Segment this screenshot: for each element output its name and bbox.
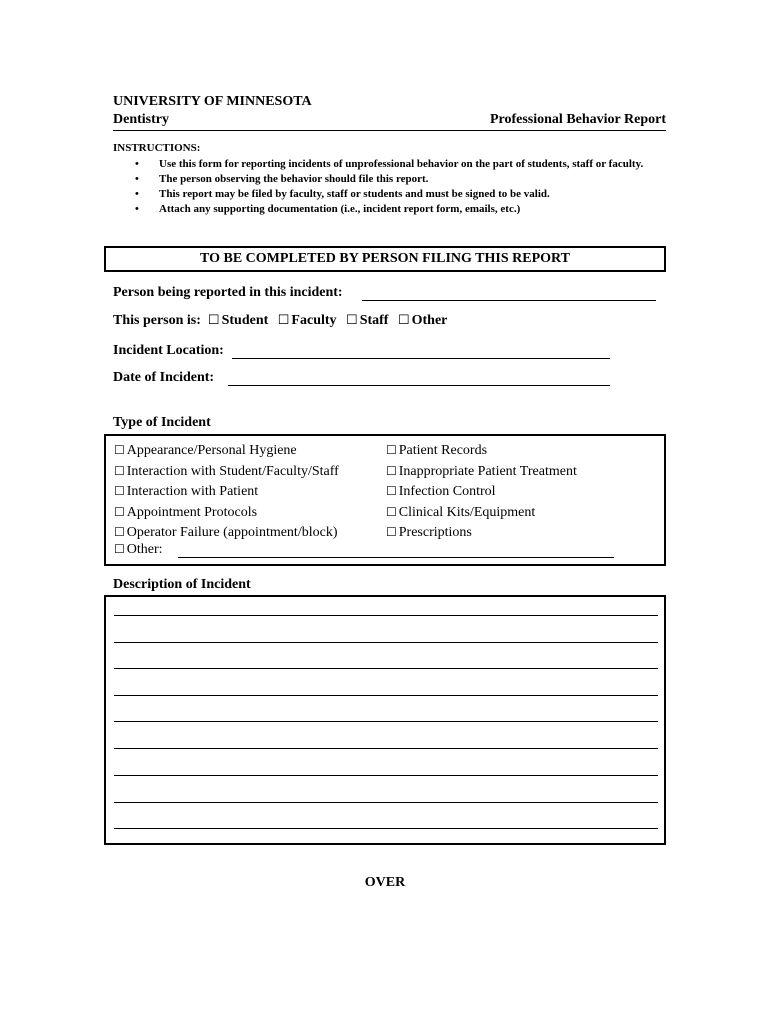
person-type-row: [113, 312, 453, 329]
incident-type-other[interactable]: ☐ Other:: [114, 542, 163, 557]
person-type-label: This person is:: [113, 313, 201, 328]
person-type-staff[interactable]: ☐ Staff: [346, 312, 389, 328]
incident-type-option[interactable]: ☐ Infection Control: [386, 484, 496, 499]
incident-type-title: Type of Incident: [113, 415, 211, 430]
description-line[interactable]: [114, 642, 658, 643]
incident-date-label: Date of Incident:: [113, 370, 215, 385]
instructions-title: INSTRUCTIONS:: [113, 142, 201, 154]
description-title: Description of Incident: [113, 577, 251, 592]
description-line[interactable]: [114, 615, 658, 616]
incident-type-box: [104, 434, 666, 566]
instruction-item: • Attach any supporting documentation (i.e., incident report form, emails, etc.): [113, 202, 666, 217]
description-line[interactable]: [114, 775, 658, 776]
incident-location-field[interactable]: [232, 357, 610, 359]
checkbox-icon[interactable]: ☐: [114, 525, 125, 539]
checkbox-icon[interactable]: ☐: [386, 443, 397, 457]
description-line[interactable]: [114, 828, 658, 829]
checkbox-icon[interactable]: ☐: [114, 443, 125, 457]
description-box[interactable]: [104, 595, 666, 845]
description-line[interactable]: [114, 695, 658, 696]
instruction-item: • This report may be filed by faculty, staff or students and must be signed to be valid.: [113, 187, 666, 202]
checkbox-icon[interactable]: ☐: [114, 542, 125, 556]
checkbox-icon[interactable]: ☐: [346, 312, 358, 327]
incident-type-right-column: [386, 440, 577, 543]
person-reported-field[interactable]: [362, 299, 656, 301]
incident-type-option[interactable]: ☐ Operator Failure (appointment/block): [114, 525, 338, 540]
checkbox-icon[interactable]: ☐: [386, 525, 397, 539]
incident-type-option[interactable]: ☐ Interaction with Student/Faculty/Staff: [114, 463, 339, 479]
incident-type-option[interactable]: ☐ Appearance/Personal Hygiene: [114, 443, 297, 458]
person-type-other[interactable]: ☐ Other: [397, 312, 448, 328]
incident-type-other-field[interactable]: [178, 557, 614, 558]
checkbox-icon[interactable]: ☐: [397, 312, 410, 327]
checkbox-icon[interactable]: ☐: [386, 463, 397, 478]
person-reported-label: Person being reported in this incident:: [113, 285, 343, 300]
checkbox-icon[interactable]: ☐: [114, 463, 125, 478]
over-notice: OVER: [364, 875, 406, 890]
department-name: Dentistry: [113, 112, 169, 127]
description-line[interactable]: [114, 721, 658, 722]
instructions-list: [113, 157, 666, 217]
university-name: UNIVERSITY OF MINNESOTA: [113, 94, 312, 109]
incident-type-option[interactable]: ☐ Patient Records: [386, 443, 488, 458]
description-line[interactable]: [114, 668, 658, 669]
incident-type-option[interactable]: ☐ Inappropriate Patient Treatment: [386, 463, 577, 479]
incident-type-option[interactable]: ☐ Clinical Kits/Equipment: [386, 504, 536, 520]
description-line[interactable]: [114, 802, 658, 803]
instruction-item: • The person observing the behavior should file this report.: [113, 172, 666, 187]
checkbox-icon[interactable]: ☐: [114, 484, 125, 498]
instruction-item: • Use this form for reporting incidents of unprofessional behavior on the part of students, staff or faculty.: [113, 157, 666, 172]
checkbox-icon[interactable]: ☐: [114, 504, 125, 519]
header-rule: [113, 112, 666, 131]
person-type-student[interactable]: ☐ Student: [207, 312, 269, 328]
incident-location-label: Incident Location:: [113, 343, 224, 358]
report-title: Professional Behavior Report: [489, 112, 666, 127]
person-type-faculty[interactable]: ☐ Faculty: [277, 312, 337, 328]
checkbox-icon[interactable]: ☐: [207, 312, 220, 327]
incident-type-option[interactable]: ☐ Prescriptions: [386, 525, 472, 540]
checkbox-icon[interactable]: ☐: [386, 484, 397, 498]
incident-type-option[interactable]: ☐ Interaction with Patient: [114, 484, 259, 499]
description-line[interactable]: [114, 748, 658, 749]
incident-type-option[interactable]: ☐ Appointment Protocols: [114, 504, 258, 520]
incident-date-field[interactable]: [228, 384, 610, 386]
checkbox-icon[interactable]: ☐: [277, 312, 290, 327]
checkbox-icon[interactable]: ☐: [386, 504, 397, 519]
filer-section-banner: TO BE COMPLETED BY PERSON FILING THIS REPORT: [104, 246, 666, 272]
incident-type-left-column: [114, 440, 339, 543]
